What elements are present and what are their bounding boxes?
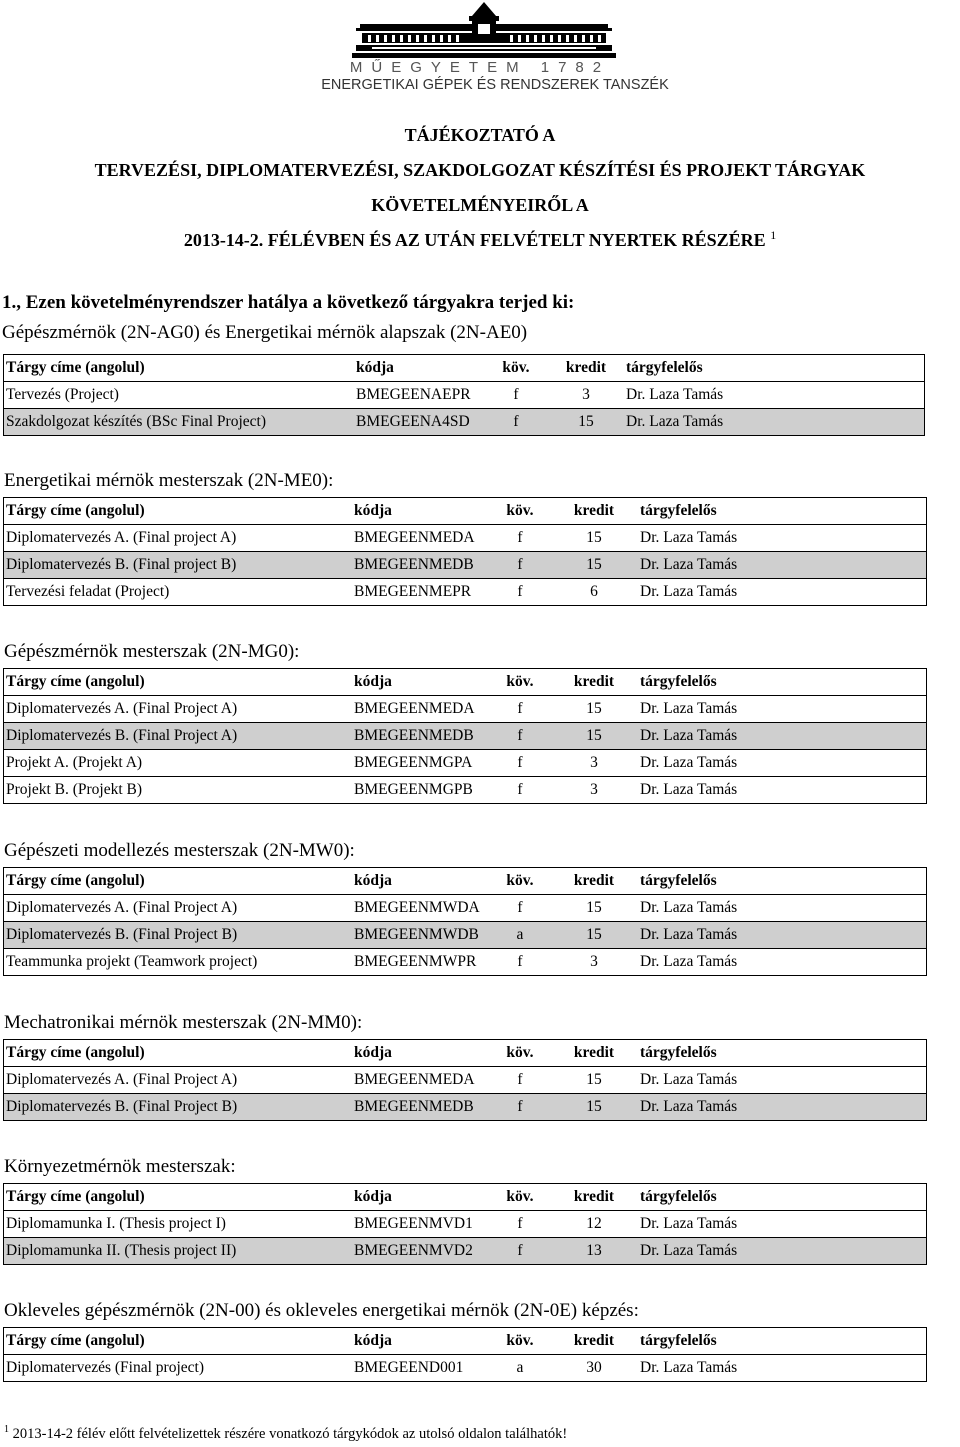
column-header: tárgyfelelős <box>640 1184 927 1211</box>
table-cell: BMEGEENMVD2 <box>354 1238 492 1265</box>
table-cell: 15 <box>548 552 640 579</box>
table-cell: Dr. Laza Tamás <box>640 1094 927 1121</box>
table-cell: f <box>492 1067 548 1094</box>
footnote <box>4 1424 567 1443</box>
table-cell: Diplomatervezés (Final project) <box>4 1355 355 1382</box>
column-header: kredit <box>548 498 640 525</box>
table-row <box>4 1355 927 1382</box>
table-cell: f <box>492 1238 548 1265</box>
table-cell: f <box>492 696 548 723</box>
column-header: Tárgy címe (angolul) <box>4 1040 355 1067</box>
table-cell: f <box>492 750 548 777</box>
table-cell: BMEGEENMEDB <box>354 552 492 579</box>
table-cell: 12 <box>548 1211 640 1238</box>
column-header: tárgyfelelős <box>640 669 927 696</box>
table-header-row <box>4 1184 927 1211</box>
table-cell: 3 <box>548 949 640 976</box>
table-cell: f <box>492 777 548 804</box>
column-header: kredit <box>548 1040 640 1067</box>
title-line-2: TERVEZÉSI, DIPLOMATERVEZÉSI, SZAKDOLGOZAT KÉSZÍTÉSI ÉS PROJEKT TÁRGYAK <box>94 160 866 180</box>
table-cell: BMEGEENMEDB <box>354 723 492 750</box>
column-header: kredit <box>546 355 626 382</box>
table-cell: Dr. Laza Tamás <box>640 777 927 804</box>
table-cell: Diplomatervezés A. (Final project A) <box>4 525 355 552</box>
table-cell: Dr. Laza Tamás <box>640 949 927 976</box>
table-cell: Szakdolgozat készítés (BSc Final Project) <box>4 409 357 436</box>
course-table <box>3 1327 927 1382</box>
table-cell: Dr. Laza Tamás <box>640 723 927 750</box>
course-table <box>3 497 927 606</box>
table-header-row <box>4 498 927 525</box>
table-cell: Dr. Laza Tamás <box>640 1238 927 1265</box>
table-cell: BMEGEENMWDB <box>354 922 492 949</box>
table-cell: Dr. Laza Tamás <box>640 750 927 777</box>
table-cell: Tervezési feladat (Project) <box>4 579 355 606</box>
column-header: kódja <box>354 868 492 895</box>
table-cell: Diplomatervezés B. (Final project B) <box>4 552 355 579</box>
section-title: Környezetmérnök mesterszak: <box>4 1156 236 1177</box>
table-cell: BMEGEENMEPR <box>354 579 492 606</box>
table-row <box>4 579 927 606</box>
column-header: tárgyfelelős <box>626 355 925 382</box>
table-cell: 15 <box>548 1094 640 1121</box>
column-header: Tárgy címe (angolul) <box>4 355 357 382</box>
column-header: köv. <box>492 669 548 696</box>
table-cell: f <box>492 1211 548 1238</box>
column-header: Tárgy címe (angolul) <box>4 669 355 696</box>
column-header: Tárgy címe (angolul) <box>4 1328 355 1355</box>
table-header-row <box>4 868 927 895</box>
table-cell: Diplomatervezés A. (Final Project A) <box>4 1067 355 1094</box>
table-cell: 15 <box>548 895 640 922</box>
column-header: kredit <box>548 1184 640 1211</box>
column-header: kódja <box>354 1040 492 1067</box>
table-cell: BMEGEENMVD1 <box>354 1211 492 1238</box>
footnote-ref: 1 <box>770 228 777 242</box>
column-header: kredit <box>548 669 640 696</box>
table-cell: BMEGEENMWPR <box>354 949 492 976</box>
column-header: köv. <box>492 1040 548 1067</box>
table-row <box>4 949 927 976</box>
table-row <box>4 922 927 949</box>
table-cell: BMEGEEND001 <box>354 1355 492 1382</box>
table-cell: 13 <box>548 1238 640 1265</box>
column-header: tárgyfelelős <box>640 868 927 895</box>
column-header: kredit <box>548 868 640 895</box>
table-cell: BMEGEENMGPB <box>354 777 492 804</box>
table-row <box>4 1067 927 1094</box>
table-cell: BMEGEENMWDA <box>354 895 492 922</box>
table-cell: Teammunka projekt (Teamwork project) <box>4 949 355 976</box>
column-header: köv. <box>492 868 548 895</box>
column-header: kódja <box>354 1328 492 1355</box>
column-header: köv. <box>486 355 546 382</box>
table-cell: Dr. Laza Tamás <box>640 895 927 922</box>
column-header: kredit <box>548 1328 640 1355</box>
table-row <box>4 696 927 723</box>
table-cell: Dr. Laza Tamás <box>640 1355 927 1382</box>
table-cell: BMEGEENMEDA <box>354 696 492 723</box>
column-header: kódja <box>356 355 486 382</box>
table-cell: f <box>492 895 548 922</box>
table-cell: BMEGEENMEDA <box>354 1067 492 1094</box>
course-table <box>3 1183 927 1265</box>
table-cell: f <box>492 949 548 976</box>
footnote-text: 2013-14-2 félév előtt felvételizettek részére vonatkozó tárgykódok az utolsó oldalon találhatók! <box>12 1425 568 1442</box>
title-line-1: TÁJÉKOZTATÓ A <box>404 125 556 145</box>
table-header-row <box>4 669 927 696</box>
table-row <box>4 1211 927 1238</box>
title-line-4: 2013-14-2. FÉLÉVBEN ÉS AZ UTÁN FELVÉTELT NYERTEK RÉSZÉRE $^1$ <box>183 228 777 250</box>
table-cell: 3 <box>548 750 640 777</box>
table-cell: Dr. Laza Tamás <box>626 382 925 409</box>
table-cell: 15 <box>548 723 640 750</box>
table-cell: Dr. Laza Tamás <box>640 525 927 552</box>
table-cell: BMEGEENAEPR <box>356 382 486 409</box>
course-table <box>3 1039 927 1121</box>
column-header: kódja <box>354 498 492 525</box>
intro-line-1: 1., Ezen követelményrendszer hatálya a következő tárgyakra terjed ki: <box>2 292 575 313</box>
table-cell: Dr. Laza Tamás <box>640 1211 927 1238</box>
table-cell: 15 <box>548 696 640 723</box>
table-cell: Projekt A. (Projekt A) <box>4 750 355 777</box>
table-row <box>4 895 927 922</box>
table-row <box>4 382 925 409</box>
table-cell: Diplomatervezés A. (Final Project A) <box>4 895 355 922</box>
column-header: tárgyfelelős <box>640 1328 927 1355</box>
table-cell: Diplomatervezés B. (Final Project A) <box>4 723 355 750</box>
table-row <box>4 1238 927 1265</box>
table-header-row <box>4 355 925 382</box>
table-cell: 6 <box>548 579 640 606</box>
column-header: Tárgy címe (angolul) <box>4 498 355 525</box>
course-table <box>3 867 927 976</box>
table-row <box>4 723 927 750</box>
university-name: MŰEGYETEM 1782 <box>349 59 611 76</box>
table-row <box>4 552 927 579</box>
column-header: Tárgy címe (angolul) <box>4 1184 355 1211</box>
section-title: Okleveles gépészmérnök (2N-00) és okleveles energetikai mérnök (2N-0E) képzés: <box>4 1300 639 1321</box>
table-cell: Dr. Laza Tamás <box>640 922 927 949</box>
table-cell: a <box>492 1355 548 1382</box>
table-cell: 3 <box>546 382 626 409</box>
table-cell: a <box>492 922 548 949</box>
course-table <box>3 668 927 804</box>
table-row <box>4 525 927 552</box>
table-header-row <box>4 1328 927 1355</box>
department-name: ENERGETIKAI GÉPEK ÉS RENDSZEREK TANSZÉK <box>321 77 669 93</box>
table-cell: Diplomamunka II. (Thesis project II) <box>4 1238 355 1265</box>
table-cell: f <box>486 382 546 409</box>
table-cell: 15 <box>548 922 640 949</box>
course-table <box>3 354 925 436</box>
table-cell: BMEGEENA4SD <box>356 409 486 436</box>
table-cell: 3 <box>548 777 640 804</box>
column-header: köv. <box>492 498 548 525</box>
table-cell: 15 <box>548 1067 640 1094</box>
table-cell: f <box>492 552 548 579</box>
table-cell: 15 <box>546 409 626 436</box>
column-header: Tárgy címe (angolul) <box>4 868 355 895</box>
section-title: Gépészeti modellezés mesterszak (2N-MW0): <box>4 840 355 861</box>
column-header: kódja <box>354 1184 492 1211</box>
column-header: köv. <box>492 1328 548 1355</box>
table-cell: Dr. Laza Tamás <box>640 1067 927 1094</box>
table-cell: Dr. Laza Tamás <box>640 579 927 606</box>
table-cell: Diplomatervezés A. (Final Project A) <box>4 696 355 723</box>
column-header: tárgyfelelős <box>640 498 927 525</box>
column-header: kódja <box>354 669 492 696</box>
section-title: Energetikai mérnök mesterszak (2N-ME0): <box>4 470 334 491</box>
table-cell: 15 <box>548 525 640 552</box>
table-row <box>4 409 925 436</box>
table-cell: f <box>492 525 548 552</box>
table-cell: Dr. Laza Tamás <box>640 552 927 579</box>
table-row <box>4 1094 927 1121</box>
title-line-3: KÖVETELMÉNYEIRŐL A <box>371 195 589 215</box>
table-cell: f <box>486 409 546 436</box>
column-header: tárgyfelelős <box>640 1040 927 1067</box>
table-cell: f <box>492 579 548 606</box>
table-row <box>4 750 927 777</box>
table-cell: BMEGEENMGPA <box>354 750 492 777</box>
table-cell: BMEGEENMEDA <box>354 525 492 552</box>
table-header-row <box>4 1040 927 1067</box>
table-cell: Projekt B. (Projekt B) <box>4 777 355 804</box>
table-cell: Diplomamunka I. (Thesis project I) <box>4 1211 355 1238</box>
column-header: köv. <box>492 1184 548 1211</box>
table-cell: 30 <box>548 1355 640 1382</box>
table-cell: Dr. Laza Tamás <box>640 696 927 723</box>
table-cell: f <box>492 1094 548 1121</box>
table-cell: Diplomatervezés B. (Final Project B) <box>4 922 355 949</box>
table-cell: Tervezés (Project) <box>4 382 357 409</box>
table-cell: Dr. Laza Tamás <box>626 409 925 436</box>
table-cell: BMEGEENMEDB <box>354 1094 492 1121</box>
section-title: Gépészmérnök mesterszak (2N-MG0): <box>4 641 300 662</box>
table-cell: f <box>492 723 548 750</box>
footnote-mark: 1 <box>4 1424 9 1435</box>
table-cell: Diplomatervezés B. (Final Project B) <box>4 1094 355 1121</box>
intro-line-2: Gépészmérnök (2N-AG0) és Energetikai mérnök alapszak (2N-AE0) <box>2 322 528 343</box>
section-title: Mechatronikai mérnök mesterszak (2N-MM0): <box>4 1012 363 1033</box>
table-row <box>4 777 927 804</box>
university-logo <box>352 2 616 60</box>
